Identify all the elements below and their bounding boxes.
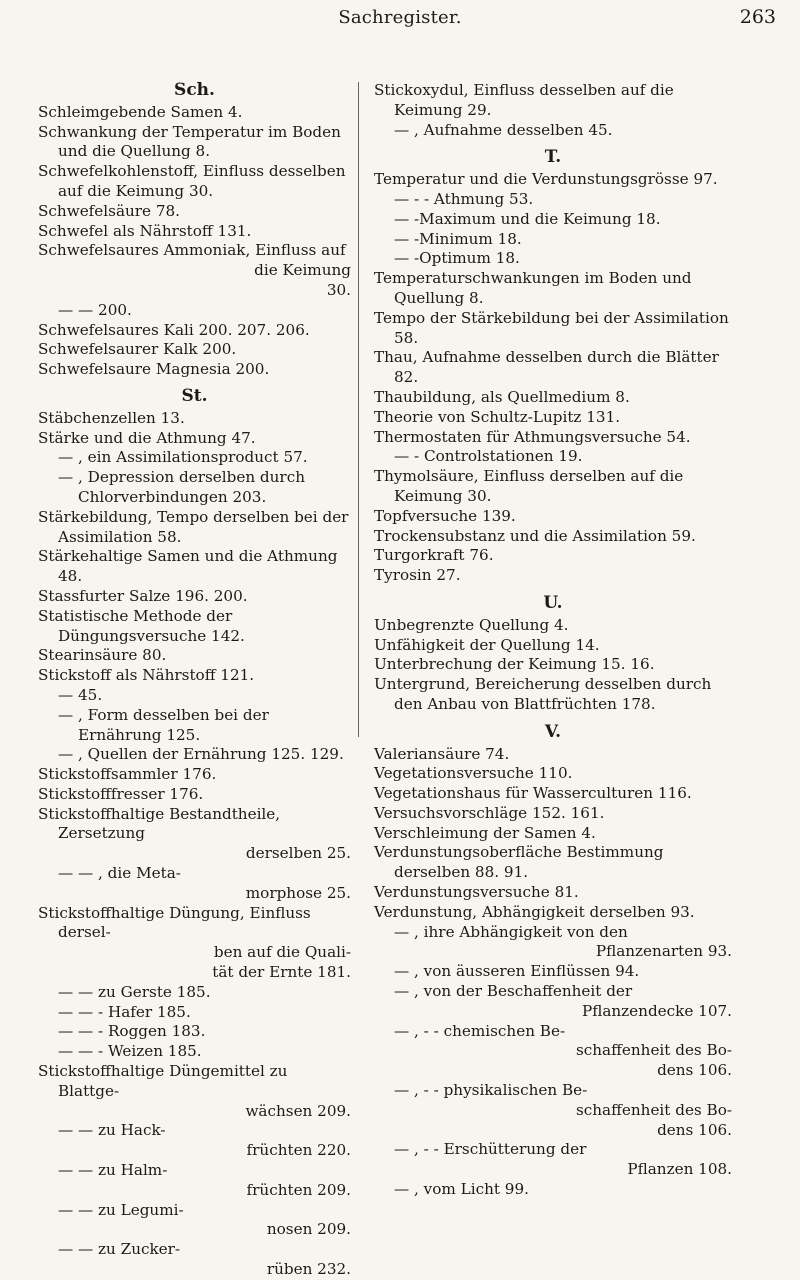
entry-text: — , von äusseren Einflüssen 94.: [394, 962, 640, 981]
entry-text: Stickstoffhaltige Düngemittel zu Blattge-: [38, 1062, 288, 1100]
page-number: 263: [739, 6, 776, 28]
index-subentry: [374, 230, 732, 250]
index-subentry: [38, 468, 351, 508]
index-entry: [374, 348, 732, 388]
entry-text: Verdunstung, Abhängigkeit derselben 93.: [374, 902, 695, 921]
entry-text: Vegetationsversuche 110.: [374, 764, 573, 783]
entry-text: Temperaturschwankungen im Boden und Quellung 8.: [374, 269, 692, 307]
index-entry: [38, 785, 351, 805]
entry-text: Schwefelsaures Kali 200. 207. 206.: [38, 320, 310, 339]
index-subentry: [374, 1022, 732, 1081]
entry-continuation: früchten 209.: [246, 1180, 351, 1199]
entry-text: Schwefelsäure 78.: [38, 201, 181, 220]
index-entry: [374, 527, 732, 547]
index-entry: [374, 566, 732, 586]
entry-continuation: früchten 220.: [246, 1141, 351, 1160]
index-entry: [374, 655, 732, 675]
index-entry: [38, 607, 351, 647]
entry-continuation: tät der Ernte 181.: [212, 963, 351, 982]
entry-text: — — zu Gerste 185.: [58, 982, 211, 1001]
index-subentry: [374, 923, 732, 963]
index-entry: [38, 340, 351, 360]
index-subentry: [38, 1003, 351, 1023]
entry-text: Stickstoffsammler 176.: [38, 765, 217, 784]
index-subentry: [374, 982, 732, 1022]
index-subentry: [374, 962, 732, 982]
entry-text: — , Aufnahme desselben 45.: [394, 120, 613, 139]
entry-text: — -Minimum 18.: [394, 229, 522, 248]
index-entry: [38, 429, 351, 449]
entry-text: — , - - chemischen Be-: [394, 1021, 566, 1040]
index-entry: [374, 269, 732, 309]
entry-text: Schwankung der Temperatur im Boden und die Quellung 8.: [38, 122, 341, 161]
index-entry: [374, 903, 732, 923]
entry-continuation: wächsen 209.: [245, 1101, 351, 1120]
index-entry: [374, 764, 732, 784]
index-entry: [38, 360, 351, 380]
entry-text: Stickstoffhaltige Bestandtheile, Zersetzung: [38, 804, 281, 843]
index-entry: [38, 103, 351, 123]
entry-text: Stärke und die Athmung 47.: [38, 428, 256, 447]
entry-text: Unterbrechung der Keimung 15. 16.: [374, 655, 655, 674]
index-entry: [38, 765, 351, 785]
entry-text: — -Optimum 18.: [394, 249, 520, 268]
entry-text: Unfähigkeit der Quellung 14.: [374, 635, 600, 654]
entry-text: — , von der Beschaffenheit der: [394, 982, 633, 1001]
entry-text: Statistische Methode der Düngungsversuche 142.: [38, 606, 245, 645]
index-entry: [374, 507, 732, 527]
entry-text: Stickoxydul, Einfluss desselben auf die Keimung 29.: [374, 81, 674, 119]
index-subentry: [38, 1201, 351, 1241]
running-header-title: Sachregister.: [338, 7, 462, 28]
index-subentry: [38, 745, 351, 765]
entry-continuation: ben auf die Quali-: [213, 943, 351, 962]
index-entry: [374, 408, 732, 428]
entry-continuation: derselben 25.: [245, 844, 351, 863]
entry-continuation: dens 106.: [657, 1120, 732, 1139]
index-entry: [374, 546, 732, 566]
index-entry: [374, 388, 732, 408]
entry-text: — , Depression derselben durch Chlorverbindungen 203.: [58, 468, 305, 506]
entry-text: Untergrund, Bereicherung desselben durch den Anbau von Blattfrüchten 178.: [374, 675, 712, 713]
entry-text: — , ihre Abhängigkeit von den: [394, 922, 628, 941]
index-column-left: [38, 81, 351, 1280]
index-entry: [38, 222, 351, 242]
entry-continuation: Pflanzendecke 107.: [581, 1001, 732, 1020]
entry-text: Schwefelsaures Ammoniak, Einfluss auf: [38, 241, 346, 260]
entry-text: — — zu Hack-: [58, 1121, 166, 1140]
entry-continuation: die Keimung: [254, 261, 351, 280]
entry-continuation: dens 106.: [657, 1061, 732, 1080]
entry-text: Verschleimung der Samen 4.: [374, 823, 596, 842]
index-subentry: [374, 447, 732, 467]
section-heading: U.: [543, 592, 563, 613]
entry-text: Vegetationshaus für Wasserculturen 116.: [374, 784, 692, 803]
entry-text: Turgorkraft 76.: [374, 546, 494, 565]
entry-text: Versuchsvorschläge 152. 161.: [374, 803, 605, 822]
entry-text: Schwefelkohlenstoff, Einfluss desselben auf die Keimung 30.: [38, 162, 346, 200]
entry-text: Stärkebildung, Tempo derselben bei der Assimilation 58.: [38, 507, 349, 546]
section-heading: T.: [544, 147, 562, 168]
entry-text: Thau, Aufnahme desselben durch die Blätter 82.: [374, 348, 719, 387]
index-subentry: [374, 1140, 732, 1180]
entry-continuation: schaffenheit des Bo-: [575, 1100, 732, 1119]
index-subentry: [374, 121, 732, 141]
index-subentry: [38, 1240, 351, 1280]
index-subentry: [38, 686, 351, 706]
entry-text: Stassfurter Salze 196. 200.: [38, 586, 248, 605]
entry-continuation: nosen 209.: [266, 1220, 351, 1239]
entry-text: Schwefel als Nährstoff 131.: [38, 221, 252, 240]
index-entry: [374, 675, 732, 715]
entry-text: Schwefelsaure Magnesia 200.: [38, 360, 270, 379]
entry-text: Stickstofffresser 176.: [38, 784, 204, 803]
entry-text: — , - - physikalischen Be-: [394, 1081, 588, 1100]
index-entry: [38, 123, 351, 163]
entry-continuation: morphose 25.: [245, 883, 351, 902]
index-entry: [38, 666, 351, 686]
entry-text: Verdunstungsoberfläche Bestimmung derselben 88. 91.: [374, 843, 664, 882]
index-entry: [38, 587, 351, 607]
entry-continuation: schaffenheit des Bo-: [575, 1041, 732, 1060]
entry-text: Stärkehaltige Samen und die Athmung 48.: [38, 547, 338, 586]
index-entry: [374, 784, 732, 804]
index-entry: [38, 646, 351, 666]
entry-text: Valeriansäure 74.: [374, 744, 510, 763]
index-entry: [374, 616, 732, 636]
entry-text: Stäbchenzellen 13.: [38, 408, 185, 427]
entry-text: — — zu Legumi-: [58, 1200, 184, 1219]
entry-text: Schwefelsaurer Kalk 200.: [38, 340, 237, 359]
index-entry: [374, 81, 732, 121]
entry-text: — — - Weizen 185.: [58, 1042, 202, 1061]
index-entry: [38, 547, 351, 587]
entry-text: — , - - Erschütterung der: [394, 1140, 587, 1159]
index-entry: [38, 202, 351, 222]
entry-text: Thermostaten für Athmungsversuche 54.: [374, 427, 691, 446]
index-entry: [374, 843, 732, 883]
index-entry: [38, 805, 351, 864]
section-heading: Sch.: [174, 80, 215, 100]
index-subentry: [38, 1161, 351, 1201]
entry-text: — - - Athmung 53.: [394, 189, 534, 208]
entry-text: — — zu Halm-: [58, 1161, 168, 1180]
entry-text: Stearinsäure 80.: [38, 646, 167, 665]
index-entry: [38, 321, 351, 341]
index-entry: [38, 904, 351, 983]
entry-continuation: 30.: [326, 280, 351, 299]
index-entry: [38, 1062, 351, 1121]
index-entry: [374, 824, 732, 844]
entry-continuation: Pflanzen 108.: [627, 1160, 732, 1179]
index-entry: [38, 508, 351, 548]
index-entry: [38, 241, 351, 300]
index-subentry: [38, 1042, 351, 1062]
entry-text: Stickstoff als Nährstoff 121.: [38, 666, 255, 685]
entry-text: — — - Roggen 183.: [58, 1022, 206, 1041]
entry-text: — — 200.: [58, 300, 132, 319]
entry-text: — , vom Licht 99.: [394, 1180, 529, 1199]
index-entry: [374, 745, 732, 765]
entry-continuation: Pflanzenarten 93.: [595, 942, 732, 961]
entry-text: Tyrosin 27.: [374, 566, 461, 585]
index-subentry: [38, 1121, 351, 1161]
section-heading: V.: [544, 721, 562, 742]
index-subentry: [374, 1180, 732, 1200]
index-subentry: [374, 190, 732, 210]
index-entry: [38, 409, 351, 429]
index-entry: [374, 309, 732, 349]
entry-text: — -Maximum und die Keimung 18.: [394, 209, 661, 228]
section-heading: St.: [181, 385, 208, 406]
entry-text: — 45.: [58, 685, 103, 704]
entry-continuation: rüben 232.: [266, 1260, 351, 1279]
index-subentry: [38, 301, 351, 321]
entry-text: Thaubildung, als Quellmedium 8.: [374, 387, 630, 406]
entry-text: — , ein Assimilationsproduct 57.: [58, 448, 308, 467]
index-subentry: [374, 1081, 732, 1140]
entry-text: Schleimgebende Samen 4.: [38, 102, 243, 121]
index-subentry: [38, 1022, 351, 1042]
entry-text: Unbegrenzte Quellung 4.: [374, 615, 569, 634]
index-subentry: [38, 706, 351, 746]
entry-text: — , Form desselben bei der Ernährung 125.: [58, 705, 269, 744]
entry-text: — — - Hafer 185.: [58, 1002, 191, 1021]
index-entry: [374, 467, 732, 507]
entry-text: — , Quellen der Ernährung 125. 129.: [58, 745, 344, 764]
entry-text: Stickstoffhaltige Düngung, Einfluss dersel-: [38, 903, 311, 942]
index-subentry: [374, 210, 732, 230]
index-subentry: [374, 249, 732, 269]
index-subentry: [38, 864, 351, 904]
entry-text: Theorie von Schultz-Lupitz 131.: [374, 407, 621, 426]
index-entry: [374, 883, 732, 903]
entry-text: — — , die Meta-: [58, 864, 181, 883]
entry-text: Thymolsäure, Einfluss derselben auf die Keimung 30.: [374, 467, 684, 505]
entry-text: Temperatur und die Verdunstungsgrösse 97.: [374, 170, 718, 189]
entry-text: — — zu Zucker-: [58, 1240, 181, 1259]
index-entry: [374, 170, 732, 190]
index-entry: [374, 804, 732, 824]
entry-text: Topfversuche 139.: [374, 506, 516, 525]
index-entry: [38, 162, 351, 202]
index-subentry: [38, 983, 351, 1003]
index-entry: [374, 636, 732, 656]
index-column-right: [374, 81, 732, 1200]
index-entry: [374, 428, 732, 448]
entry-text: Verdunstungsversuche 81.: [374, 883, 579, 902]
column-divider: [358, 82, 359, 737]
entry-text: — - Controlstationen 19.: [394, 447, 583, 466]
entry-text: Tempo der Stärkebildung bei der Assimilation 58.: [374, 308, 729, 347]
entry-text: Trockensubstanz und die Assimilation 59.: [374, 526, 696, 545]
index-subentry: [38, 448, 351, 468]
